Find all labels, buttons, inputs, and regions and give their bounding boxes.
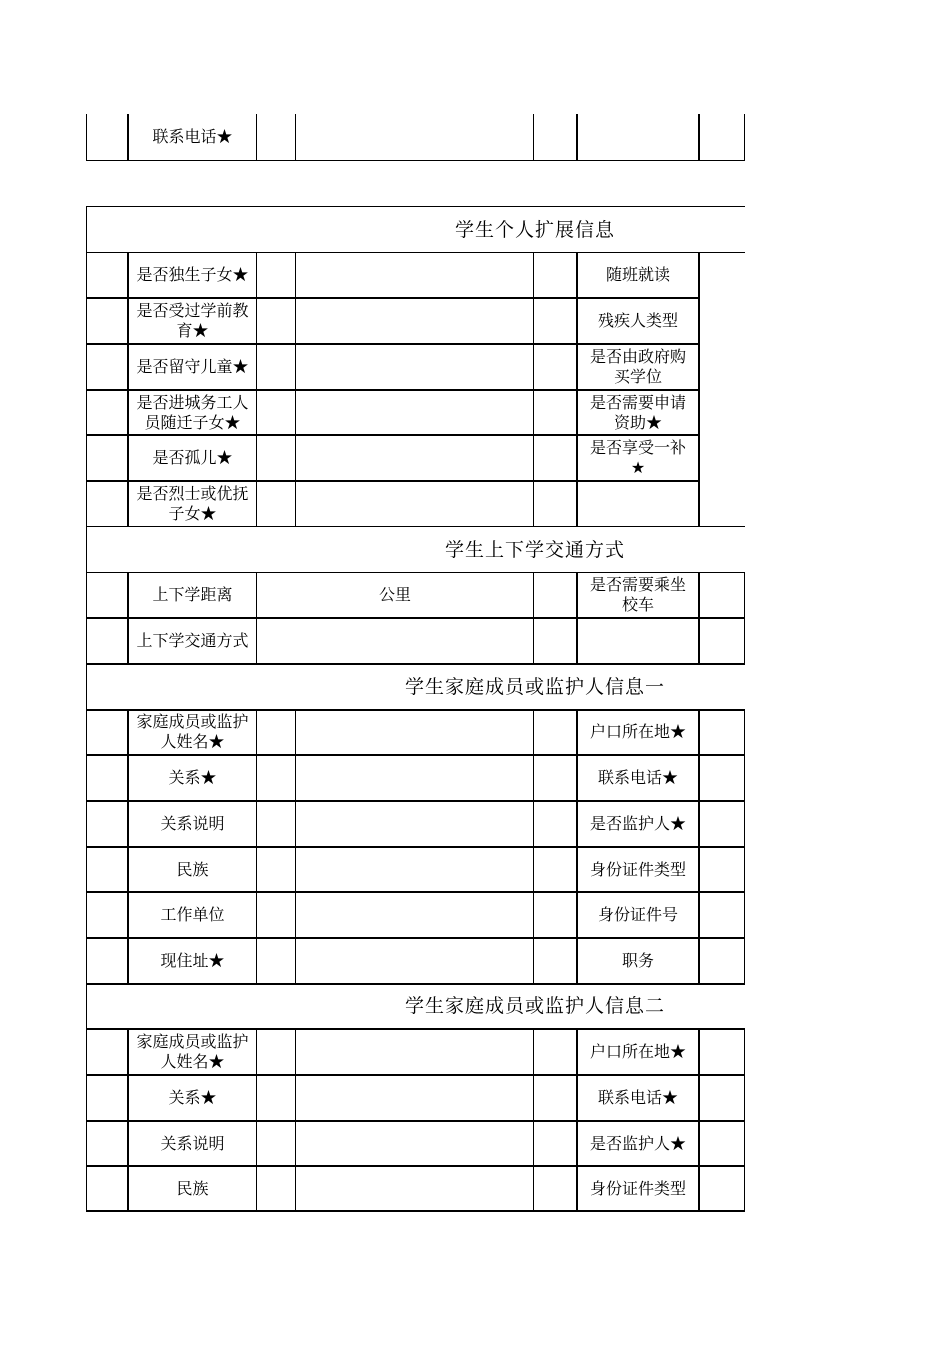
field-label: 身份证件类型 — [589, 859, 686, 879]
grid-line — [295, 709, 296, 983]
section-title-guardian-2: 学生家庭成员或监护人信息二 — [404, 995, 665, 1017]
grid-line — [295, 1028, 296, 1212]
grid-line — [698, 709, 700, 983]
field-label: 关系★ — [168, 1088, 217, 1107]
grid-line — [86, 1210, 745, 1212]
field-label: 职务 — [621, 951, 654, 970]
field-label: 是否留守儿童★ — [136, 357, 249, 376]
field-label: 随班就读 — [605, 265, 670, 284]
field-label: 身份证件类型 — [589, 1178, 686, 1198]
distance-label: 上下学距离 — [152, 585, 233, 604]
grid-line — [698, 572, 700, 663]
field-label: 是否受过学前教 育★ — [136, 301, 249, 340]
grid-line — [698, 252, 700, 526]
grid-line — [256, 709, 257, 983]
grid-line — [533, 709, 534, 983]
field-label: 现住址★ — [160, 951, 225, 970]
field-label: 户口所在地★ — [589, 1042, 686, 1061]
field-label: 是否烈士或优抚 子女★ — [136, 484, 249, 523]
grid-line — [86, 206, 87, 1212]
transport-mode-label: 上下学交通方式 — [136, 631, 249, 650]
field-label: 关系说明 — [160, 814, 225, 833]
grid-line — [698, 114, 700, 161]
grid-line — [86, 114, 87, 161]
field-label: 是否独生子女★ — [136, 265, 249, 284]
distance-unit: 公里 — [378, 585, 411, 604]
grid-line — [533, 114, 534, 161]
school-bus-label: 是否需要乘坐 校车 — [589, 575, 686, 614]
grid-line — [698, 1028, 700, 1212]
field-label: 联系电话★ — [597, 768, 678, 787]
section-title-guardian-1: 学生家庭成员或监护人信息一 — [404, 675, 665, 698]
grid-line — [744, 114, 745, 161]
field-label: 民族 — [176, 1178, 209, 1198]
field-label: 身份证件号 — [597, 905, 678, 924]
field-label: 关系说明 — [160, 1133, 225, 1153]
field-label: 工作单位 — [160, 905, 225, 924]
field-label: 民族 — [176, 859, 209, 879]
grid-line — [533, 572, 534, 663]
grid-line — [533, 252, 534, 526]
field-label: 家庭成员或监护 人姓名★ — [136, 1032, 249, 1071]
grid-line — [576, 114, 578, 161]
grid-line — [295, 252, 296, 526]
grid-line — [744, 572, 745, 663]
field-label: 是否享受一补 ★ — [589, 438, 686, 477]
grid-line — [744, 709, 745, 983]
section-title-transport: 学生上下学交通方式 — [444, 538, 625, 561]
field-label: 是否监护人★ — [589, 814, 686, 833]
field-label: 户口所在地★ — [589, 722, 686, 741]
section-title-extended: 学生个人扩展信息 — [454, 218, 615, 241]
field-label — [578, 482, 698, 526]
grid-line — [256, 252, 257, 526]
field-label: 联系电话★ — [152, 127, 233, 146]
grid-line — [86, 160, 745, 161]
field-label: 联系电话★ — [597, 1088, 678, 1107]
grid-line — [256, 114, 257, 161]
field-label: 是否由政府购 买学位 — [589, 347, 686, 386]
field-label: 是否监护人★ — [589, 1133, 686, 1153]
field-label: 关系★ — [168, 768, 217, 787]
grid-line — [295, 114, 296, 161]
grid-line — [256, 1028, 257, 1212]
field-label: 家庭成员或监护 人姓名★ — [136, 712, 249, 751]
field-label: 是否需要申请 资助★ — [589, 392, 686, 432]
grid-line — [744, 1028, 745, 1212]
field-label: 残疾人类型 — [597, 311, 678, 330]
grid-line — [533, 1028, 534, 1212]
field-label: 是否进城务工人 员随迁子女★ — [136, 392, 249, 432]
field-label: 是否孤儿★ — [152, 448, 233, 467]
